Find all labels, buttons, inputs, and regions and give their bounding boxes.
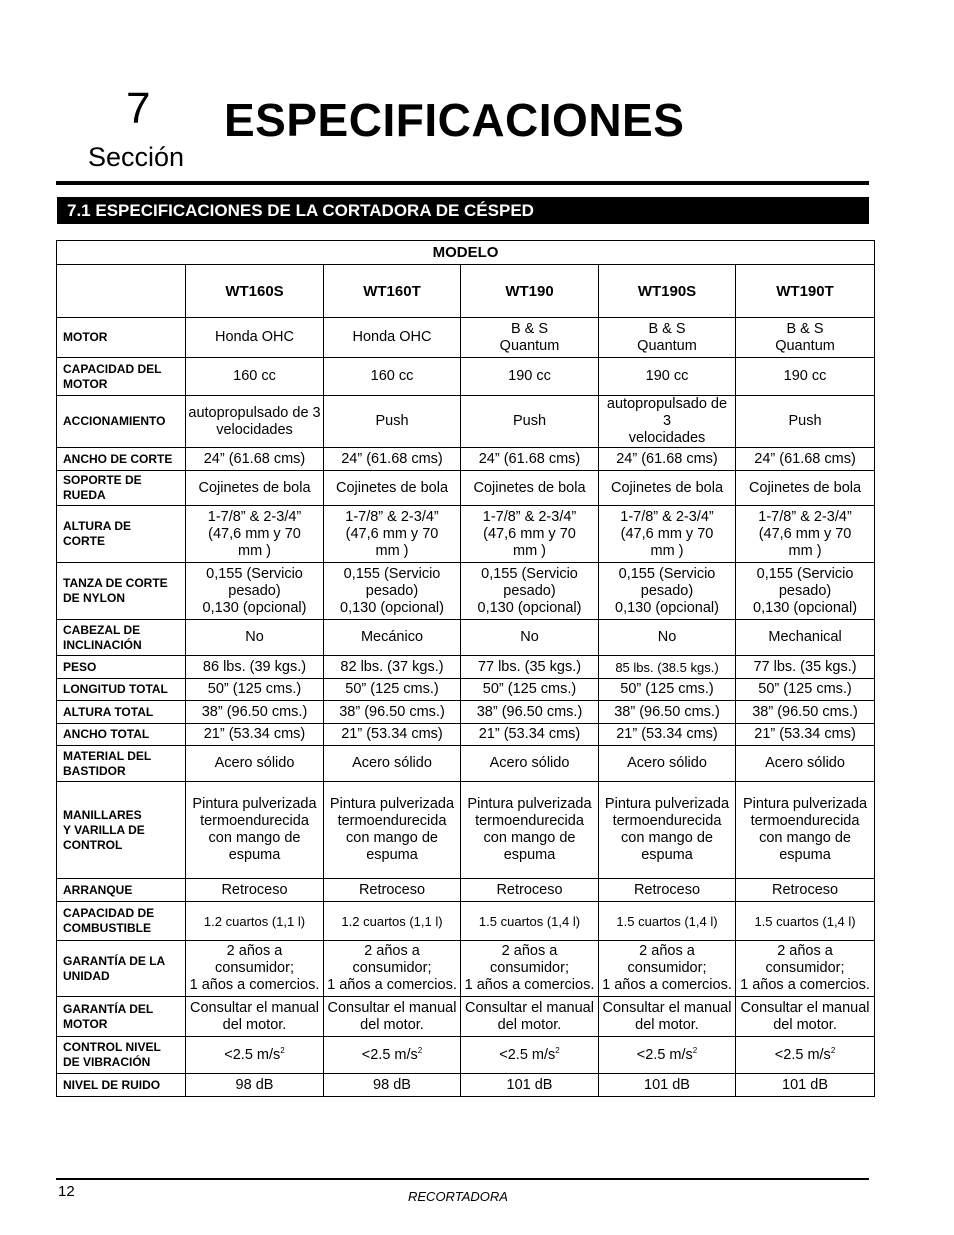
table-cell: Pintura pulverizada termoendurecida con mango de espuma <box>186 782 324 879</box>
row-label: MATERIAL DEL BASTIDOR <box>57 746 186 782</box>
row-label: GARANTÍA DE LA UNIDAD <box>57 941 186 997</box>
table-cell: 82 lbs. (37 kgs.) <box>324 656 461 679</box>
table-row <box>57 782 875 879</box>
table-cell: Cojinetes de bola <box>599 471 736 506</box>
section-number: 7 <box>126 84 151 133</box>
page-title: ESPECIFICACIONES <box>224 94 685 146</box>
table-cell: Push <box>736 396 875 448</box>
table-row <box>57 563 875 620</box>
table-cell: Acero sólido <box>736 746 875 782</box>
table-cell: 0,155 (Servicio pesado) 0,130 (opcional) <box>186 563 324 620</box>
table-cell: No <box>599 620 736 656</box>
table-cell: 0,155 (Servicio pesado) 0,130 (opcional) <box>736 563 875 620</box>
row-label: CABEZAL DE INCLINACIÓN <box>57 620 186 656</box>
table-cell: 24” (61.68 cms) <box>599 448 736 471</box>
table-cell: Cojinetes de bola <box>461 471 599 506</box>
table-cell: 24” (61.68 cms) <box>461 448 599 471</box>
table-cell: 0,155 (Servicio pesado) 0,130 (opcional) <box>599 563 736 620</box>
table-cell: 77 lbs. (35 kgs.) <box>461 656 599 679</box>
table-cell: 2 años a consumidor; 1 años a comercios. <box>736 941 875 997</box>
row-label: SOPORTE DE RUEDA <box>57 471 186 506</box>
table-cell: 38” (96.50 cms.) <box>736 701 875 724</box>
row-label: CONTROL NIVEL DE VIBRACIÓN <box>57 1037 186 1074</box>
table-cell: 50” (125 cms.) <box>186 679 324 701</box>
table-cell: 50” (125 cms.) <box>599 679 736 701</box>
table-cell: Cojinetes de bola <box>186 471 324 506</box>
table-row <box>57 701 875 724</box>
row-label: ALTURA DE CORTE <box>57 506 186 563</box>
table-cell: Consultar el manual del motor. <box>186 997 324 1037</box>
table-cell: 24” (61.68 cms) <box>736 448 875 471</box>
row-label: NIVEL DE RUIDO <box>57 1074 186 1097</box>
row-label: MANILLARES Y VARILLA DE CONTROL <box>57 782 186 879</box>
table-cell: 190 cc <box>736 358 875 396</box>
table-cell: 50” (125 cms.) <box>736 679 875 701</box>
table-cell: 21” (53.34 cms) <box>461 724 599 746</box>
table-row <box>57 746 875 782</box>
table-cell: 24” (61.68 cms) <box>186 448 324 471</box>
page-number: 12 <box>58 1183 75 1200</box>
model-header-cell: WT190T <box>736 265 875 318</box>
row-label: PESO <box>57 656 186 679</box>
table-cell: No <box>461 620 599 656</box>
table-model-header-row <box>57 265 875 318</box>
row-label: LONGITUD TOTAL <box>57 679 186 701</box>
table-cell: Push <box>461 396 599 448</box>
table-cell: Cojinetes de bola <box>736 471 875 506</box>
table-cell: Acero sólido <box>599 746 736 782</box>
table-cell: 50” (125 cms.) <box>461 679 599 701</box>
table-cell: 160 cc <box>324 358 461 396</box>
table-cell: Honda OHC <box>324 318 461 358</box>
table-cell: Retroceso <box>186 879 324 902</box>
row-label: CAPACIDAD DEL MOTOR <box>57 358 186 396</box>
row-label: ARRANQUE <box>57 879 186 902</box>
table-body <box>57 318 875 1097</box>
table-cell: Retroceso <box>461 879 599 902</box>
table-cell: Push <box>324 396 461 448</box>
table-cell: 1-7/8” & 2-3/4” (47,6 mm y 70 mm ) <box>736 506 875 563</box>
table-cell: 1-7/8” & 2-3/4” (47,6 mm y 70 mm ) <box>186 506 324 563</box>
table-row <box>57 724 875 746</box>
table-cell: 101 dB <box>461 1074 599 1097</box>
table-cell: 77 lbs. (35 kgs.) <box>736 656 875 679</box>
table-row <box>57 679 875 701</box>
table-cell: Pintura pulverizada termoendurecida con mango de espuma <box>736 782 875 879</box>
table-row <box>57 358 875 396</box>
table-cell: Pintura pulverizada termoendurecida con mango de espuma <box>324 782 461 879</box>
table-cell: 2 años a consumidor; 1 años a comercios. <box>186 941 324 997</box>
table-cell: Cojinetes de bola <box>324 471 461 506</box>
table-cell: Mecánico <box>324 620 461 656</box>
table-cell: Retroceso <box>599 879 736 902</box>
table-cell: 1.2 cuartos (1,1 l) <box>324 902 461 941</box>
table-row <box>57 902 875 941</box>
table-row <box>57 656 875 679</box>
table-cell: Acero sólido <box>461 746 599 782</box>
title-rule <box>56 181 869 185</box>
table-row <box>57 1037 875 1074</box>
model-header-cell: WT160T <box>324 265 461 318</box>
table-cell: 38” (96.50 cms.) <box>461 701 599 724</box>
table-cell: 24” (61.68 cms) <box>324 448 461 471</box>
table-cell: <2.5 $m/s^2$ <box>736 1037 875 1074</box>
table-row <box>57 396 875 448</box>
row-label: ANCHO DE CORTE <box>57 448 186 471</box>
table-cell: B & S Quantum <box>599 318 736 358</box>
table-cell: Acero sólido <box>324 746 461 782</box>
table-cell: 38” (96.50 cms.) <box>186 701 324 724</box>
table-row <box>57 620 875 656</box>
table-cell: Consultar el manual del motor. <box>599 997 736 1037</box>
table-cell: 2 años a consumidor; 1 años a comercios. <box>599 941 736 997</box>
footer-document-name: RECORTADORA <box>408 1189 508 1204</box>
table-row <box>57 471 875 506</box>
table-cell: 21” (53.34 cms) <box>736 724 875 746</box>
table-cell: 101 dB <box>736 1074 875 1097</box>
table-cell: 21” (53.34 cms) <box>186 724 324 746</box>
model-header-cell: WT190S <box>599 265 736 318</box>
table-row <box>57 448 875 471</box>
modelo-header: MODELO <box>57 241 875 265</box>
table-cell: 98 dB <box>324 1074 461 1097</box>
table-cell: 21” (53.34 cms) <box>324 724 461 746</box>
table-cell: 85 lbs. (38.5 kgs.) <box>599 656 736 679</box>
table-cell: Retroceso <box>736 879 875 902</box>
table-cell: Pintura pulverizada termoendurecida con mango de espuma <box>599 782 736 879</box>
table-cell: Consultar el manual del motor. <box>736 997 875 1037</box>
table-row <box>57 997 875 1037</box>
spec-table <box>56 240 875 1097</box>
table-cell: 190 cc <box>599 358 736 396</box>
table-cell: 86 lbs. (39 kgs.) <box>186 656 324 679</box>
table-cell: 1.5 cuartos (1,4 l) <box>599 902 736 941</box>
table-cell: autopropulsado de 3 velocidades <box>599 396 736 448</box>
table-cell: 38” (96.50 cms.) <box>324 701 461 724</box>
row-label: TANZA DE CORTE DE NYLON <box>57 563 186 620</box>
table-cell: <2.5 $m/s^2$ <box>461 1037 599 1074</box>
table-cell: 0,155 (Servicio pesado) 0,130 (opcional) <box>461 563 599 620</box>
table-cell: B & S Quantum <box>461 318 599 358</box>
table-cell: B & S Quantum <box>736 318 875 358</box>
table-cell: Acero sólido <box>186 746 324 782</box>
row-label: ANCHO TOTAL <box>57 724 186 746</box>
footer-rule <box>56 1178 869 1180</box>
table-cell: 101 dB <box>599 1074 736 1097</box>
row-label: ALTURA TOTAL <box>57 701 186 724</box>
row-label: CAPACIDAD DE COMBUSTIBLE <box>57 902 186 941</box>
table-cell: 2 años a consumidor; 1 años a comercios. <box>461 941 599 997</box>
table-cell: <2.5 $m/s^2$ <box>599 1037 736 1074</box>
table-cell: 21” (53.34 cms) <box>599 724 736 746</box>
table-group-header-row <box>57 241 875 265</box>
table-cell: 1-7/8” & 2-3/4” (47,6 mm y 70 mm ) <box>461 506 599 563</box>
table-cell: Consultar el manual del motor. <box>324 997 461 1037</box>
table-cell: 0,155 (Servicio pesado) 0,130 (opcional) <box>324 563 461 620</box>
table-cell: 1.5 cuartos (1,4 l) <box>736 902 875 941</box>
table-cell: No <box>186 620 324 656</box>
table-cell: autopropulsado de 3 velocidades <box>186 396 324 448</box>
table-row <box>57 941 875 997</box>
table-cell: Honda OHC <box>186 318 324 358</box>
table-cell: 1.2 cuartos (1,1 l) <box>186 902 324 941</box>
table-row <box>57 318 875 358</box>
table-cell: 1-7/8” & 2-3/4” (47,6 mm y 70 mm ) <box>324 506 461 563</box>
table-row <box>57 879 875 902</box>
table-cell: <2.5 $m/s^2$ <box>324 1037 461 1074</box>
row-label: MOTOR <box>57 318 186 358</box>
section-word: Sección <box>88 142 185 172</box>
table-cell: Pintura pulverizada termoendurecida con mango de espuma <box>461 782 599 879</box>
subsection-heading: 7.1 ESPECIFICACIONES DE LA CORTADORA DE CÉSPED <box>57 197 869 224</box>
model-header-cell: WT190 <box>461 265 599 318</box>
row-label: ACCIONAMIENTO <box>57 396 186 448</box>
model-header-cell: WT160S <box>186 265 324 318</box>
table-row <box>57 506 875 563</box>
table-cell: 1.5 cuartos (1,4 l) <box>461 902 599 941</box>
table-cell: 1-7/8” & 2-3/4” (47,6 mm y 70 mm ) <box>599 506 736 563</box>
row-label: GARANTÍA DEL MOTOR <box>57 997 186 1037</box>
table-cell: Retroceso <box>324 879 461 902</box>
table-cell: 190 cc <box>461 358 599 396</box>
table-cell: 98 dB <box>186 1074 324 1097</box>
table-cell: 38” (96.50 cms.) <box>599 701 736 724</box>
table-cell: Mechanical <box>736 620 875 656</box>
table-cell: 2 años a consumidor; 1 años a comercios. <box>324 941 461 997</box>
table-cell: 160 cc <box>186 358 324 396</box>
table-cell: Consultar el manual del motor. <box>461 997 599 1037</box>
empty-corner-cell <box>57 265 186 318</box>
table-cell: <2.5 $m/s^2$ <box>186 1037 324 1074</box>
table-cell: 50” (125 cms.) <box>324 679 461 701</box>
table-row <box>57 1074 875 1097</box>
